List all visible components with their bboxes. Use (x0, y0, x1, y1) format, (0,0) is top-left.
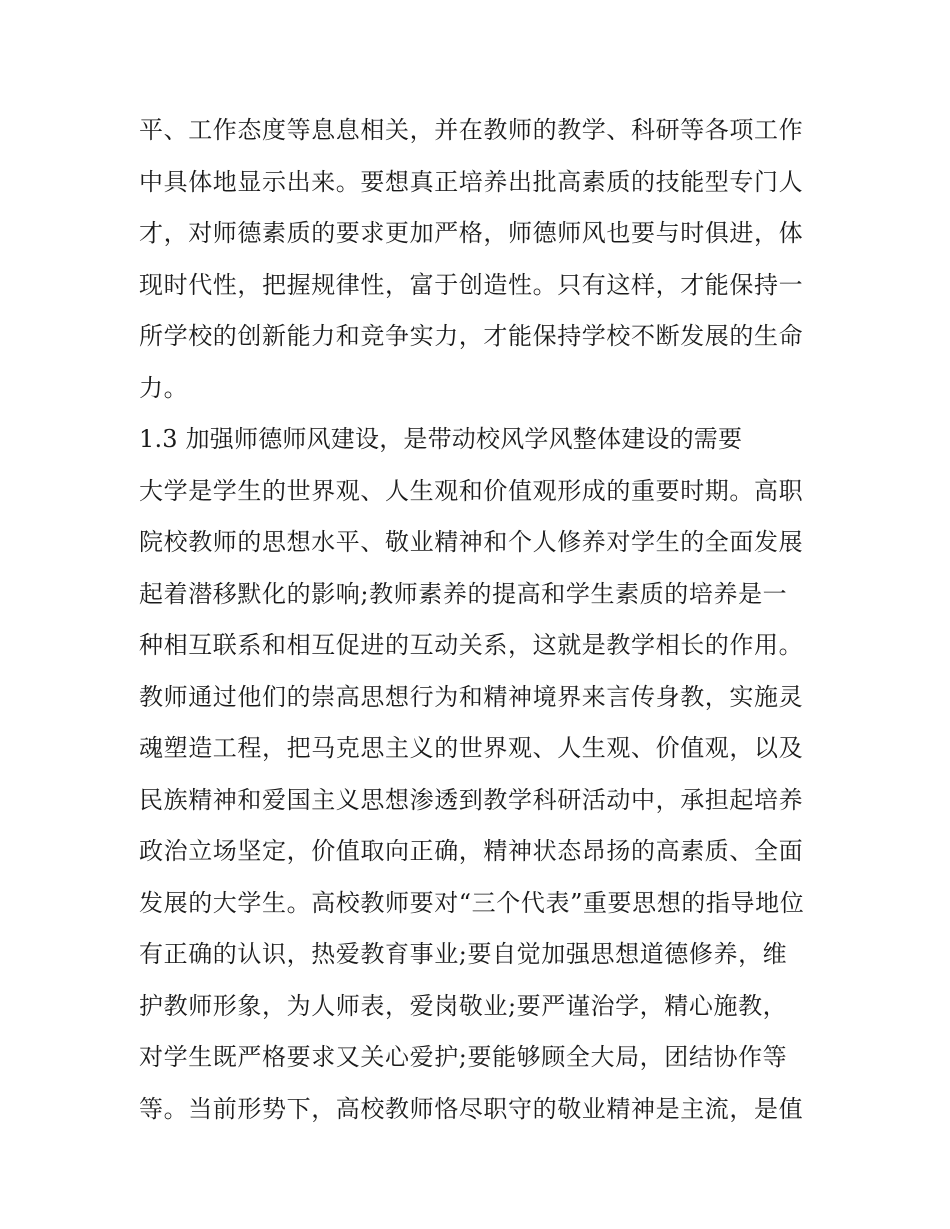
body-text (139, 105, 839, 1135)
text-line: 魂塑造工程，把马克思主义的世界观、人生观、价值观，以及 (139, 734, 804, 762)
text-line: 有正确的认识，热爱教育事业;要自觉加强思想道德修养，维 (139, 940, 788, 968)
text-line: 大学是学生的世界观、人生观和价值观形成的重要时期。高职 (139, 476, 804, 505)
text-line: 所学校的创新能力和竞争实力，才能保持学校不断发展的生命 (139, 322, 804, 350)
text-line: 院校教师的思想水平、敬业精神和个人修养对学生的全面发展 (139, 528, 804, 556)
text-line: 民族精神和爱国主义思想渗透到教学科研活动中，承担起培养 (139, 785, 804, 814)
text-line: 中具体地显示出来。要想真正培养出批高素质的技能型专门人 (139, 167, 804, 196)
text-line: 等。当前形势下，高校教师恪尽职守的敬业精神是主流，是值 (139, 1094, 804, 1123)
text-line: 对学生既严格要求又关心爱护;要能够顾全大局，团结协作等 (139, 1043, 788, 1071)
text-line: 现时代性，把握规律性，富于创造性。只有这样，才能保持一 (139, 270, 804, 299)
text-line: 发展的大学生。高校教师要对“三个代表”重要思想的指导地位 (139, 888, 805, 917)
text-line: 力。 (139, 373, 189, 402)
text-line: 种相互联系和相互促进的互动关系，这就是教学相长的作用。 (139, 631, 804, 659)
text-line: 政治立场坚定，价值取向正确，精神状态昂扬的高素质、全面 (139, 837, 804, 865)
text-line: 才，对师德素质的要求更加严格，师德师风也要与时俱进，体 (139, 219, 804, 247)
text-line: 起着潜移默化的影响;教师素养的提高和学生素质的培养是一 (139, 579, 788, 608)
text-line: 平、工作态度等息息相关，并在教师的教学、科研等各项工作 (139, 116, 804, 144)
text-line: 教师通过他们的崇高思想行为和精神境界来言传身教，实施灵 (139, 682, 804, 711)
section-heading: 1.3 加强师德师风建设，是带动校风学风整体建设的需要 (139, 425, 743, 453)
text-line: 护教师形象，为人师表，爱岗敬业;要严谨治学，精心施教， (139, 991, 788, 1020)
